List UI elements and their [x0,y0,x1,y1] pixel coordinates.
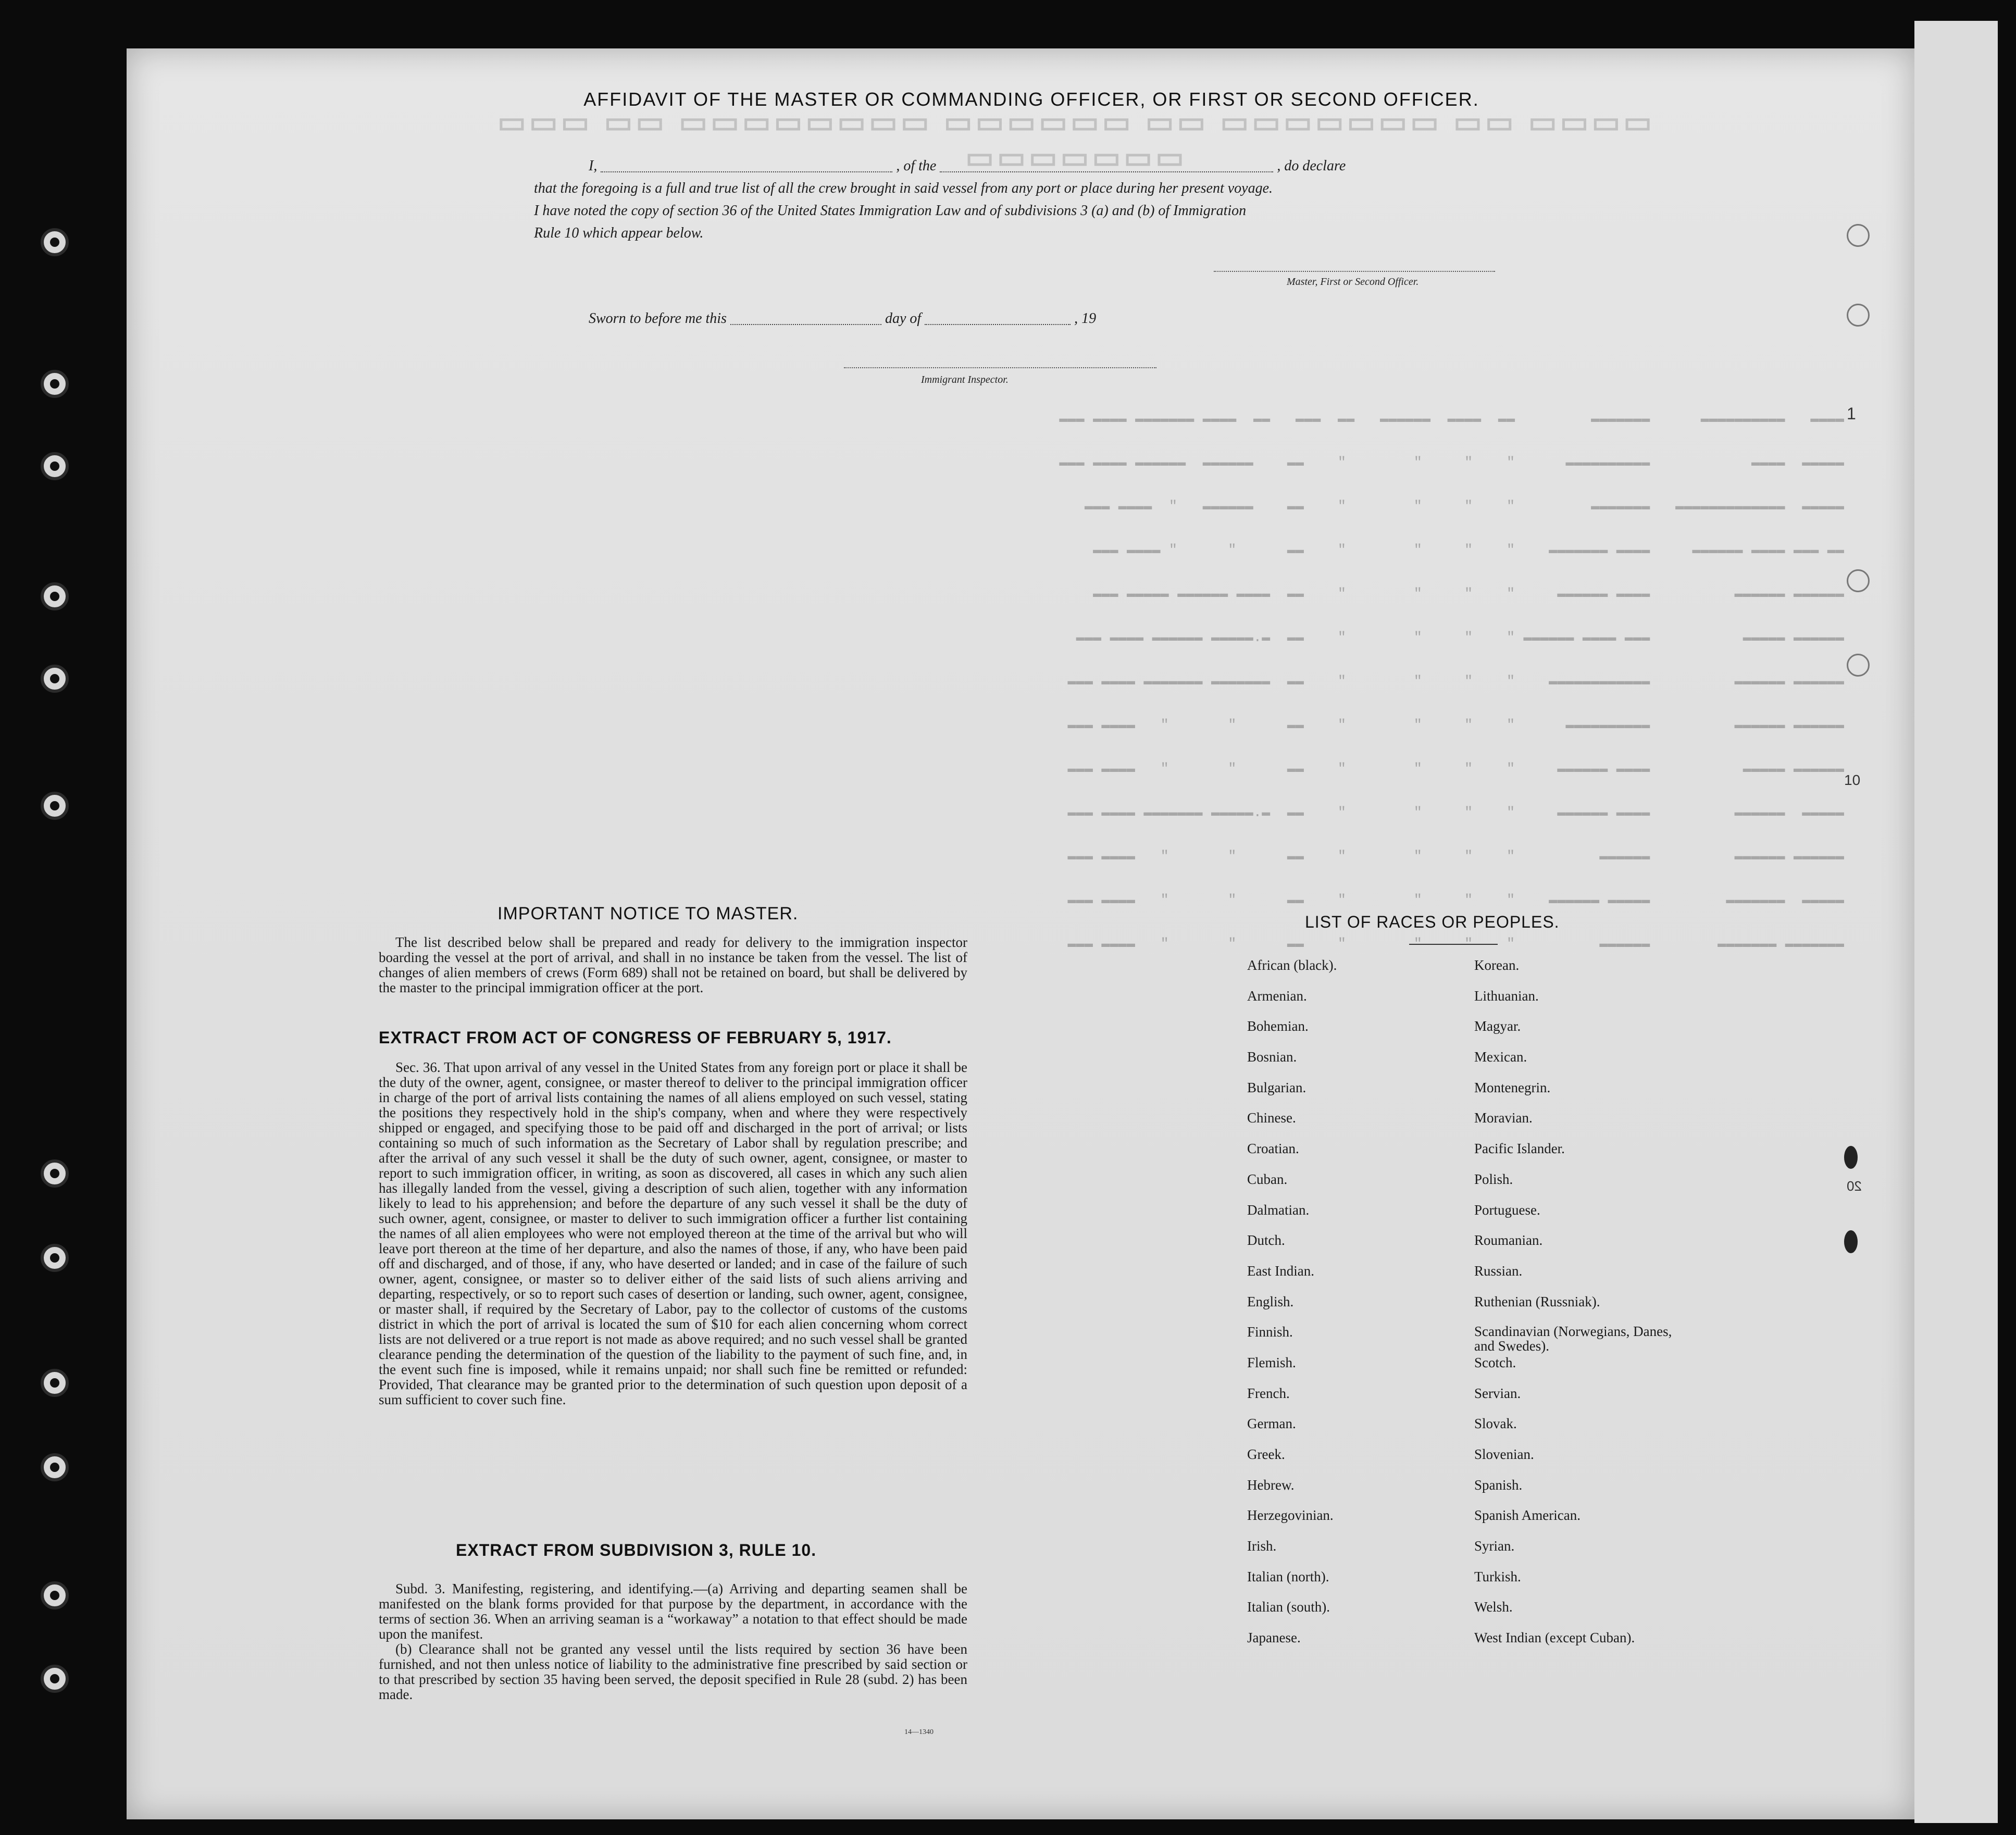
races-rule [1409,944,1498,945]
race-entry: Scotch. [1474,1354,1516,1370]
race-entry: Scandinavian (Norwegians, Danes, and Swedes). [1474,1324,1672,1354]
race-entry: Hebrew. [1247,1477,1295,1493]
race-entry: Turkish. [1474,1568,1521,1584]
races-right-column [1474,957,1693,1661]
race-entry: Finnish. [1247,1324,1293,1340]
master-caption: Master, First or Second Officer. [1287,276,1419,288]
race-entry: Cuban. [1247,1171,1288,1187]
race-entry: Dutch. [1247,1232,1285,1249]
race-entry: West Indian (except Cuban). [1474,1630,1635,1646]
affidavit-line-2: that the foregoing is a full and true list of all the crew brought in said vessel from any port or place during her present voyage. [534,180,1273,196]
name-blank[interactable] [601,162,892,172]
race-entry: French. [1247,1385,1290,1401]
race-entry: Chinese. [1247,1110,1296,1126]
affidavit-line-1 [589,158,1346,174]
races-title: LIST OF RACES OR PEOPLES. [1305,913,1560,931]
race-entry: Herzegovinian. [1247,1507,1334,1524]
registration-circle [1847,569,1870,592]
race-entry: Moravian. [1474,1110,1533,1126]
notice-text [379,935,967,995]
row-number-20: 20 [1847,1178,1862,1194]
race-entry: Croatian. [1247,1141,1299,1157]
race-entry: Magyar. [1474,1018,1521,1034]
race-entry: Pacific Islander. [1474,1141,1565,1157]
race-entry: Slovenian. [1474,1446,1534,1462]
act-title: EXTRACT FROM ACT OF CONGRESS OF FEBRUARY 5, 1917. [379,1028,892,1047]
race-entry: Russian. [1474,1263,1523,1279]
race-entry: Montenegrin. [1474,1079,1551,1095]
race-entry: Syrian. [1474,1538,1515,1554]
race-entry: Flemish. [1247,1354,1296,1370]
master-signature-line [1214,271,1495,272]
affidavit-title: AFFIDAVIT OF THE MASTER OR COMMANDING OFFICER, OR FIRST OR SECOND OFFICER. [583,89,1479,110]
binder-hole [41,1581,69,1609]
race-entry: Roumanian. [1474,1232,1543,1249]
race-entry: Japanese. [1247,1630,1301,1646]
sworn-start: Sworn to before me this [589,310,727,327]
binder-hole [41,582,69,610]
race-entry: Spanish American. [1474,1507,1581,1524]
sworn-day-label: day of [885,310,922,327]
ink-blot [1844,1146,1858,1169]
binder-hole [41,228,69,256]
affidavit-line1-start: I, [589,158,598,174]
registration-circle [1847,304,1870,327]
notice-title: IMPORTANT NOTICE TO MASTER. [497,904,799,923]
bleed-through-rows: ▬▬▬▬ ▬▬▬▬▬▬▬▬▬▬ ▬▬▬▬▬▬▬ ▬▬ ▬▬▬▬ ▬▬▬▬▬▬ ▬▬ ▬▬▬ ▬▬ ▬▬▬▬ ▬▬▬▬▬▬▬ ▬▬▬▬ ▬▬▬ ▬▬▬▬▬ ▬▬▬▬ ▬▬▬▬▬▬▬▬▬▬ " " " " ▬▬ ▬▬▬▬▬▬ ▬▬▬▬▬▬ ▬▬▬▬ ▬▬▬ ▬▬▬▬▬ ▬▬▬▬▬▬▬▬▬▬▬▬▬ ▬▬▬▬▬▬▬ " " " " ▬▬ ▬▬▬▬▬▬ " ▬▬▬▬ ▬▬▬ ▬▬ ▬▬▬ ▬▬▬▬ ▬▬▬▬▬▬ ▬▬▬▬ ▬▬▬▬▬▬▬ " " " " ▬▬ " " ▬▬▬▬ ▬▬▬ ▬▬▬▬▬▬ ▬▬▬▬▬▬ ▬▬▬▬ ▬▬▬▬▬▬ " " " " ▬▬ ▬▬▬▬ ▬▬▬▬▬▬ ▬▬▬▬▬ ▬▬▬ ▬▬▬▬▬▬ ▬▬▬▬▬ ▬▬▬ ▬▬▬▬ ▬▬▬▬▬▬ " " " " ▬▬ ▬.▬▬▬▬▬ ▬▬▬▬▬▬ ▬▬▬▬ ▬▬▬ ▬▬▬▬▬▬ ▬▬▬▬▬▬ ▬▬▬▬▬▬▬▬▬▬▬▬ " " " " ▬▬ ▬▬▬▬▬▬▬ ▬▬▬▬▬▬▬ ▬▬▬▬ ▬▬▬ ▬▬▬▬▬▬ ▬▬▬▬▬▬ ▬▬▬▬▬▬▬▬▬▬ " " " " ▬▬ " " ▬▬▬▬ ▬▬▬ ▬▬▬▬▬▬ ▬▬▬▬▬ ▬▬▬▬ ▬▬▬▬▬▬ " " " " ▬▬ " " ▬▬▬▬ ▬▬▬ ▬▬▬▬▬ ▬▬▬▬▬▬ ▬▬▬▬ ▬▬▬▬▬▬ " " " " ▬▬ ▬.▬▬▬▬▬ ▬▬▬▬▬▬▬ ▬▬▬▬ ▬▬▬ ▬▬▬▬▬▬ ▬▬▬▬▬▬ ▬▬▬▬▬▬ " " " " ▬▬ " " ▬▬▬▬ ▬▬▬ ▬▬▬▬▬ ▬▬▬▬▬▬▬ ▬▬▬▬▬ ▬▬▬▬▬▬ " " " " ▬▬ " " ▬▬▬▬ ▬▬▬ ▬▬▬▬▬▬▬ ▬▬▬▬▬▬▬ ▬▬▬▬▬▬ " " " " ▬▬ " " ▬▬▬▬ ▬▬▬ [1059,411,1844,952]
row-number-1: 1 [1847,404,1856,423]
race-entry: Korean. [1474,957,1520,973]
race-entry: Polish. [1474,1171,1513,1187]
binder-hole [41,792,69,820]
affidavit-line-3: I have noted the copy of section 36 of the United States Immigration Law and of subdivisions 3 (a) and (b) of Immigration [534,203,1247,219]
form-number: 14—1340 [904,1728,934,1736]
race-entry: Mexican. [1474,1049,1527,1065]
race-entry: Ruthenian (Russniak). [1474,1293,1600,1309]
binder-hole [41,370,69,398]
race-entry: Welsh. [1474,1599,1513,1615]
act-paragraph: Sec. 36. That upon arrival of any vessel in the United States from any foreign port or place it shall be the duty of the owner, agent, consignee, or master thereof to deliver to the principal immigration officer in charge of the port of arrival lists containing the names of all aliens employed on such vessel, stating the positions they respectively hold in the ship's company, when and where they were respectively shipped or engaged, and specifying those to be paid off and discharged in the port of arrival; or lists containing so much of such information as the Secretary of Labor shall by regulation prescribe; and after the arrival of any such vessel it shall be the duty of such owner, agent, consignee, or master to report to such immigration officer, in writing, as soon as discovered, all cases in which any such alien has illegally landed from the vessel, giving a description of such alien, together with any information likely to lead to his apprehension; and before the departure of any such vessel it shall be the duty of such owner, agent, consignee, or master to deliver to such immigration officer a further list containing the names of all alien employees who were not employed thereon at the time of the arrival but who will leave port thereon at the time of her departure, and also the names of those, if any, who have been paid off and discharged, and of those, if any, who have deserted or landed; and in case of the failure of such owner, agent, consignee, or master so to deliver either of the said lists of such aliens arriving and departing, respectively, or so to report such cases of desertion or landing, such owner, agent, consignee, or master shall, if required by the Secretary of Labor, pay to the collector of customs of the customs district in which the port of arrival is located the sum of $10 for each alien concerning whom correct lists are not delivered or a true report is not made as above required; and no such vessel shall be granted clearance pending the determination of the question of the liability to the payment of such fine, and, in the event such fine is imposed, while it remains unpaid; nor shall such fine be remitted or refunded: Provided, That clearance may be granted prior to the determination of such question upon deposit of a sum sufficient to cover such fine. [379,1059,967,1407]
row-number-10: 10 [1844,772,1861,788]
affidavit-line1-end: , do declare [1277,158,1346,174]
race-entry: Servian. [1474,1385,1521,1401]
rule-paragraph-a: Subd. 3. Manifesting, registering, and identifying.—(a) Arriving and departing seamen shall be manifested on the blank forms provided for that purpose by the department, in accordance with the terms of section 36. When an arriving seaman is a “workaway” a notation to that effect should be made upon the manifest. [379,1581,967,1642]
adjacent-page-edge [1914,21,1998,1823]
sworn-day-blank[interactable] [730,315,881,325]
affidavit-line-4: Rule 10 which appear below. [534,225,704,241]
rule-text [379,1581,967,1702]
bleed-through-heading: ▭▭▭▭ ▭▭ ▭▭▭▭▭▭▭ ▭▭ ▭▭▭▭▭▭ ▭▭▭▭▭▭▭▭ ▭▭ ▭▭▭ ▭▭▭▭▭▭▭ [494,105,1652,174]
race-entry: African (black). [1247,957,1337,973]
sworn-line [589,310,1096,327]
race-entry: Slovak. [1474,1416,1517,1432]
rule-paragraph-b: (b) Clearance shall not be granted any vessel until the lists required by section 36 have been furnished, and not then unless notice of liability to the administrative fine prescribed by said section or to that prescribed by section 35 having been served, the deposit specified in Rule 28 (subd. 2) has been made. [379,1641,967,1702]
race-entry: German. [1247,1416,1296,1432]
binder-hole [41,1244,69,1272]
race-entry: Irish. [1247,1538,1277,1554]
race-entry: Italian (north). [1247,1568,1329,1584]
inspector-caption: Immigrant Inspector. [921,374,1009,385]
races-left-column [1247,957,1466,1661]
binder-hole [41,1665,69,1693]
notice-paragraph: The list described below shall be prepared and ready for delivery to the immigration inspector boarding the vessel at the port of arrival, and shall in no instance be taken from the vessel. The list of changes of alien members of crews (Form 689) shall not be retained on board, but shall be delivered by the master to the principal immigration officer at the port. [379,934,967,995]
race-entry: Dalmatian. [1247,1202,1310,1218]
race-entry: Bosnian. [1247,1049,1297,1065]
rule-title: EXTRACT FROM SUBDIVISION 3, RULE 10. [456,1541,817,1559]
act-text [379,1060,967,1407]
affidavit-line1-mid: , of the [896,158,937,174]
race-entry: Spanish. [1474,1477,1523,1493]
race-entry: Portuguese. [1474,1202,1540,1218]
inspector-signature-line [844,367,1156,368]
sworn-month-blank[interactable] [925,315,1071,325]
race-entry: Italian (south). [1247,1599,1330,1615]
binder-hole [41,1159,69,1188]
registration-circle [1847,224,1870,247]
ink-blot [1844,1230,1858,1253]
race-entry: Armenian. [1247,988,1307,1004]
race-entry: Greek. [1247,1446,1285,1462]
registration-circle [1847,654,1870,677]
vessel-blank[interactable] [940,162,1273,172]
binder-hole [41,452,69,480]
binder-hole [41,665,69,693]
race-entry: Lithuanian. [1474,988,1539,1004]
race-entry: Bulgarian. [1247,1079,1306,1095]
race-entry: English. [1247,1293,1294,1309]
sworn-year-label: , 19 [1074,310,1097,327]
race-entry: East Indian. [1247,1263,1314,1279]
race-entry: Bohemian. [1247,1018,1309,1034]
binder-hole [41,1453,69,1481]
binder-hole [41,1369,69,1397]
